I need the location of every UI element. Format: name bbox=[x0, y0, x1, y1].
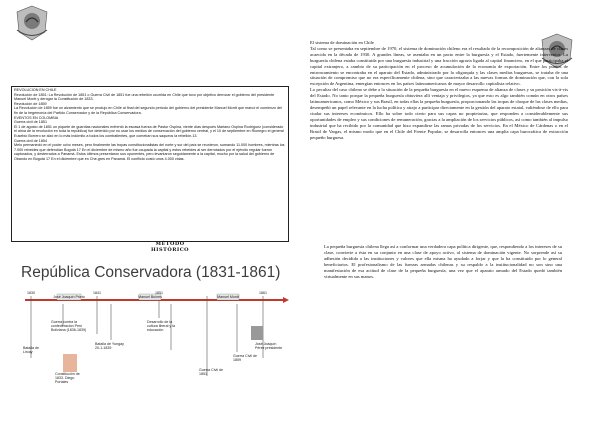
method-label-line2: HISTÓRICO bbox=[150, 247, 190, 253]
timeline-title: República Conservadora (1831-1861) bbox=[21, 264, 281, 281]
president-label: José Joaquín Prieto bbox=[53, 295, 85, 299]
event-label: Desarrollo de la cultura liberal y la educación bbox=[147, 320, 175, 333]
mexican-seal-left bbox=[11, 4, 53, 42]
notes-line: La Revolución de 1859 fue un alzamiento que se produjo en Chile al final del segundo periodo del gobierno del presidente Manuel Montt que marcó el comienzo del fin de la hegemonía del Partido Conservador y de la República Conservadora. bbox=[14, 106, 282, 115]
notes-line: Guerra civil de 1854 bbox=[14, 138, 48, 143]
revolution-notes-box bbox=[11, 86, 289, 242]
notes-line: El 1 de agosto de 1851 un piquete de guardias nacionales enfrentó la escasa fuerza de Pastor Ospina, viente días después Mariano Ospina Rodríguez (considerado el alma de la revolución en toda la república) fue detenido por no usar los medios de conservación del gobierno central, y el 10 de septiembre en Rionegro el general Eusebio Borrero se alzó en lo más indómito a todos los combatientes, que cometían sus saqueos la rebelión.13. bbox=[14, 124, 284, 138]
dominance-system-article bbox=[310, 40, 568, 140]
year-label: 1841 bbox=[93, 291, 101, 295]
bourgeoisie-paragraph bbox=[324, 244, 562, 280]
article-heading: El sistema de dominación en Chile bbox=[310, 40, 374, 45]
notes-line: REVOLUCION EN CHILE bbox=[14, 88, 57, 92]
year-label: 1851 bbox=[155, 291, 163, 295]
notes-line: Revolución de 1851: La Revolución de 1851 o Guerra Civil de 1851 fue una rebelión ocurrida en Chile que tuvo por objetivo derrocar el gobierno del presidente Manuel Montt y derogar la Constitución de 1833. bbox=[14, 92, 275, 102]
notes-line: EVENTOS EN COLOMBIA bbox=[14, 115, 59, 120]
year-label: 1861 bbox=[259, 291, 267, 295]
notes-line: Guerra civil de 1851 bbox=[14, 120, 48, 125]
president-label: Manuel Bulnes bbox=[138, 295, 162, 299]
timeline-figure bbox=[11, 258, 289, 408]
event-label: Guerra Civil de 1851 bbox=[199, 368, 223, 377]
article-paragraph: Tal como se presentaba en septiembre de 1970, el sistema de dominación chileno era el resultado de la recomposición de alianzas de clases acaecida en la década de 1930. A grandes líneas, se asentaba en un pacto entre la burguesía y el Estado, fuertemente interventor. La burguesía chilena estaba constituida por una burguesía industrial y una fracción agraria ligada al capital financiero, en el que participaba el capital extranjero, a cambio de su participación en el proceso de acumulación de la economía de exportación. Entre los puntos de entroncamiento se encontraba en el aparato del Estado, administrado por la oligarquía y las clases medias burguesas, se trataba de una situación de compromiso que no era específicamente chilena, sino que caracterizaba a las nuevas formas de dominación que, con la sola excepción de Argentina, emergían entonces en los países latinoamericanos de mayor desarrollo capitalista relativo. bbox=[310, 45, 568, 87]
event-label: Batalla de Yungay 20-1-1839 bbox=[95, 342, 124, 351]
event-label: José Joaquín Pérez presidente bbox=[255, 342, 283, 351]
year-label: 1830 bbox=[27, 291, 35, 295]
president-label: Manuel Montt bbox=[217, 295, 239, 299]
notes-line: Revolución de 1859 bbox=[14, 101, 47, 106]
method-label-line1: MÉTODO bbox=[155, 241, 185, 247]
event-label: Guerra contra la confederación Perú Boliviana (1836-1839) bbox=[51, 320, 87, 333]
event-label: Batalla de Lircay bbox=[23, 346, 39, 355]
event-label: Guerra Civil de 1859 bbox=[233, 354, 257, 363]
timeline-lines bbox=[11, 258, 289, 408]
paragraph-text: La pequeña burguesía chilena llega así a conformar una verdadera capa política dirigente, que, respondiendo a los intereses de su clase, convierte a ésta en su conjunto en una clase de apoyo activo, al sistema de dominación vigente. No sorprende así su adhesión decidida a las instituciones y valores que ella misma ha ayudado a forjar y que la ha constituido por lo general beneficiarios. El profesionalismo de las fuerzas armadas chilenas y su respaldo a la institucionalidad no son sino una manifestación de esa actitud de clase de la pequeña burguesía, una vez que el aparato armado del Estado quedó también virtualmente en sus manos. bbox=[324, 244, 562, 279]
method-label bbox=[140, 241, 200, 253]
notes-line: Melo permaneció en el poder ocho meses, pero finalmente las tropas constitucionalistas del norte y sur del país se reunieron, sumando 11.000 hombres, mientras los 7.000 rebeldes que defendían Bogotá 17 En el diciembre de mismo año fue ocupada la capital y estos rebeldes al ser derrotados por el ejército regular fueron capturados, y desterrados a Panamá. Estos últimos presentaron sus oponentes, pero levantaron seguidamente a la capital, mucho por la salud del gobierno de Obando en Bogotá 17 En el diciembre que en Che-gres en Panamá. El conflicto costó unos 4.000 vidas. bbox=[14, 143, 285, 161]
event-label: Constitución de 1833. Diego Portales bbox=[55, 372, 80, 385]
article-paragraph: Lo peculiar del caso chileno se debe a la situación de la pequeña burguesía en el nuevo esquema de alianza de clases y su posición vis-à-vis del Estado. No tanto porque la pequeña burguesía obtuviera allí ventaja y privilegios, ya que esto es algo también común en otros países latinoamericanos, como México y sus Brasil, en todas ellas la pequeña burguesía, proporcionando las tropas de choque de las clases medias, desempeñó un papel relevante en la lucha política y atrajo a participar directamente en la gestión del aparato estatal, valiéndose de ello para ciudar sus intereses económicos. Ello ha sobre todo cierto para sus capas no propietarias, que responden a considerablemente sus oportunidades de empleo y sus condiciones de remuneración, gracias a la ampliación de los servicios públicos, así como también al impulso industrial que ha recibido por la comunidad que hizo expandirse las ramas privadas de los servicios. En el México de Cárdenas o en el Brasil de Vargas, el mismo modo que en el Chile del Frente Popular, se desarrolla entonces una amplia capa burocrática de extracción pequeño burguesa. bbox=[310, 87, 568, 140]
